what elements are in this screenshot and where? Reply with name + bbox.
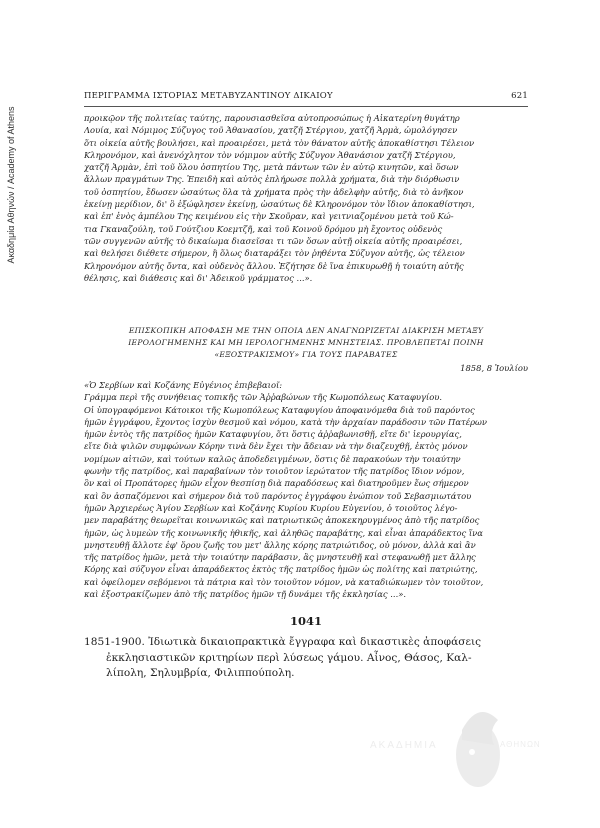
text-line: ἡμῶν ἐγγράφου, ἔχοντος ἰσχὺν θεσμοῦ καὶ νόμου, κατὰ τὴν ἀρχαίαν παράδοσιν τῶν Πατέρων — [84, 416, 487, 427]
page-number: 621 — [511, 91, 528, 101]
academy-watermark — [370, 700, 550, 800]
text-line: εἴτε διὰ ψιλῶν συμφώνων Κόρην τινὰ δὲν ἔχει τὴν ἄδειαν νὰ τὴν διαζευχθῇ, ἐκτὸς μόνον — [84, 441, 468, 452]
text-line: νομίμων αἰτιῶν, καὶ τούτων καλῶς ἀποδεδειγμένων, ὅστις δὲ παρακούων τὴν τοιαύτην — [84, 453, 461, 464]
decision-heading — [84, 325, 528, 362]
heading-line: «ΕΞΟΣΤΡΑΚΙΣΜΟΥ» ΓΙΑ ΤΟΥΣ ΠΑΡΑΒΑΤΕΣ — [214, 350, 398, 360]
running-head-title: ΠΕΡΙΓΡΑΜΜΑ ΙΣΤΟΡΙΑΣ ΜΕΤΑΒΥΖΑΝΤΙΝΟΥ ΔΙΚΑΙΟΥ — [84, 91, 333, 101]
text-line: Λουία, καὶ Νόμιμος Σύζυγος τοῦ Ἀθανασίου, χατζῆ Στέργιου, χατζῆ Ἀρμὰ, ὡμολόγησεν — [84, 125, 458, 136]
document-number: 1041 — [289, 614, 322, 628]
text-line: καὶ ὀφείλομεν σεβόμενοι τὰ πάτρια καὶ τὸν τοιοῦτον νόμον, νὰ καταδιώκωμεν τὸν τοιοῦτον, — [84, 576, 484, 587]
text-line: ὅτι οἰκεία αὐτῆς βουλήσει, καὶ προαιρέσει, μετὰ τὸν θάνατον αὐτῆς ἀποκαθίστησι Τέλειον — [84, 137, 475, 148]
text-line: Κόρης καὶ σύζυγον εἶναι ἀπαράδεκτος ἐκτὸς τῆς πατρίδος ἡμῶν ὡς πολίτης καὶ πατριώτης, — [84, 564, 478, 575]
text-line: καὶ θελήσει διέθετε σήμερον, ἢ ὅλως διαταράξει τὸν ῥηθέντα Σύζυγον αὐτῆς, ὡς τέλειον — [84, 248, 465, 259]
text-line: ἡμῶν, ὡς λυμεὼν τῆς κοινωνικῆς ἠθικῆς, καὶ ἀληθῶς παραβάτης, καὶ εἶναι ἀπαράδεκτος ἵνα — [84, 527, 483, 538]
text-line: τια Γκαναζούλη, τοῦ Γούτζιου Κοεμτζῆ, καὶ τοῦ Κοινοῦ δρόμου μὴ ἔχοντος οὐδενὸς — [84, 223, 443, 234]
heading-line: ΙΕΡΟΛΟΓΗΜΕΝΗΣ ΚΑΙ ΜΗ ΙΕΡΟΛΟΓΗΜΕΝΗΣ ΜΝΗΣΤΕΙΑΣ. ΠΡΟΒΛΕΠΕΤΑΙ ΠΟΙΝΗ — [128, 338, 484, 348]
document-text — [84, 379, 528, 600]
text-line: ὃν καὶ οἱ Προπάτορες ἡμῶν εἶχον θεσπίσῃ διὰ παραδόσεως καὶ διατηροῦμεν ἕως σήμερον — [84, 478, 469, 489]
side-margin-note — [4, 40, 18, 330]
text-line: Οἱ ὑπογραφόμενοι Κάτοικοι τῆς Κωμοπόλεως Καταφυγίου ἀποφαινόμεθα διὰ τοῦ παρόντος — [84, 404, 475, 415]
entry-line: 1851-1900. Ἰδιωτικὰ δικαιοπρακτικὰ ἔγγραφα καὶ δικαστικὲς ἀποφάσεις — [84, 636, 482, 648]
text-line: φωνὴν τῆς πατρίδος, καὶ παραβαίνων τὸν τοιοῦτον ἱερώτατον τῆς πατρίδος ἴδιον νόμον, — [84, 466, 465, 477]
text-line: Κληρονόμον αὐτῆς ὄντα, καὶ οὐδενὸς ἄλλου. Ἐζήτησε δὲ ἵνα ἐπικυρωθῇ ἡ τοιαύτη αὐτῆς — [84, 260, 464, 271]
header-rule — [84, 106, 528, 107]
text-line: τῆς πατρίδος ἡμῶν, μετὰ τὴν τοιαύτην παράβασιν, ἂς μνηστευθῇ καὶ στεφανωθῇ μετ ἄλλης — [84, 552, 476, 563]
document-date: 1858, 8 Ἰουλίου — [460, 363, 528, 373]
text-line: Γράμμα περὶ τῆς συνήθειας τοπικῆς τῶν Ἀῤῥαβώνων τῆς Κωμοπόλεως Καταφυγίου. — [84, 392, 442, 403]
text-line: τῶν συγγενῶν αὐτῆς τὸ δικαίωμα διασεῖσαι τι τῶν ὅσων αὐτῇ οἰκεία αὐτῆς προαιρέσει, — [84, 235, 463, 246]
text-line: προικῷον τῆς πολιτείας ταύτης, παρουσιασθεῖσα αὐτοπροσώπως ἡ Αἰκατερίνη θυγάτηρ — [84, 113, 460, 123]
text-line: μνηστευθῇ ἄλλοτε ἐφ' ὅρου ζωῆς του μετ' ἄλλης κόρης πατριώτιδος, οὐ μόνον, ἀλλὰ καὶ ἂν — [84, 539, 476, 550]
athena-head-icon — [448, 700, 508, 795]
entry-line: λίπολη, Σηλυμβρία, Φιλιππούπολη. — [106, 667, 295, 679]
text-line: Κληρονόμον, καὶ ἀνενόχλητον τὸν νόμιμον αὐτῆς Σύζυγον Ἀθανάσιον χατζῆ Στέργιου, — [84, 149, 456, 160]
text-line: μεν παραβάτης θεωρεῖται κοινωνικῶς καὶ πατριωτικῶς ἀποκεκηρυγμένος ἀπὸ τῆς πατρίδος — [84, 515, 480, 526]
entry-line: ἐκκλησιαστικῶν κριτηρίων περὶ λύσεως γάμου. Αἶνος, Θάσος, Καλ- — [106, 651, 472, 664]
text-line: καὶ ἐπ' ἑνὸς ἀμπέλου Της κειμένου εἰς τὴν Σκοῦραν, καὶ γειτνιαζομένου μετὰ τοῦ Κώ- — [84, 211, 454, 222]
catalog-entry — [84, 635, 528, 682]
text-line: ἄλλων πραγμάτων Της. Ἐπειδὴ καὶ αὐτὸς ἐπλήρωσε πολλὰ χρήματα, διὰ τὴν διόρθωσιν — [84, 174, 460, 185]
text-line: θέλησις, καὶ διάθεσις καὶ δι' Ἀδεικοῦ γράμματος ...». — [84, 272, 313, 283]
text-line: χατζῆ Ἀρμὰν, ἐπὶ τοῦ ὅλου ὀσπητίου Της, μετὰ πάντων τῶν ἐν αὐτῷ κινητῶν, καὶ ὅσων — [84, 162, 459, 173]
heading-line: ΕΠΙΣΚΟΠΙΚΗ ΑΠΟΦΑΣΗ ΜΕ ΤΗΝ ΟΠΟΙΑ ΔΕΝ ΑΝΑΓΝΩΡΙΖΕΤΑΙ ΔΙΑΚΡΙΣΗ ΜΕΤΑΞΥ — [128, 326, 484, 335]
text-line: «Ὁ Σερβίων καὶ Κοζάνης Εὐγένιος ἐπιβεβαιοῖ: — [84, 380, 283, 390]
text-line: ἐκείνῃ μερίδιον, δι' ὃ ἐξώφλησεν ἐκείνῃ, ὡσαύτως δὲ Κληρονόμον τὸν ἴδιον ἀποκαθίστησι, — [84, 199, 475, 210]
side-note-text: Ακαδημία Αθηνών / Academy of Athens — [6, 106, 16, 264]
watermark-text-left: ΑΚΑΔΗΜΙΑ — [370, 740, 438, 751]
text-line: καὶ ὃν ἀσπαζόμενοι καὶ σήμερον διὰ τοῦ παρόντος ἐγγράφου ἐνώπιον τοῦ Σεβασμιωτάτου — [84, 490, 472, 501]
text-line: καὶ ἐξοστρακίζωμεν ἀπὸ τῆς πατρίδος ἡμῶν τῇ δυνάμει τῆς ἐκκλησίας ...». — [84, 589, 407, 600]
watermark-text-right: ΑΘΗΝΩΝ — [500, 740, 541, 749]
running-head — [84, 91, 528, 105]
paragraph-continued — [84, 112, 528, 284]
text-line: ἡμῶν Ἀρχιερέως Ἁγίου Σερβίων καὶ Κοζάνης Κυρίου Κυρίου Εὐγενίου, ὁ τοιοῦτος λέγο- — [84, 502, 458, 513]
text-line: ἡμῶν ἐντὸς τῆς πατρίδος ἡμῶν Καταφυγίου, ὅτι ὅστις ἀῤῥαβωνισθῇ, εἴτε δι' ἱερουργίας, — [84, 429, 462, 440]
text-line: τοῦ ὀσπητίου, ἔδωσεν ὡσαύτως ὅλα τὰ χρήματα πρὸς τὴν ἀδελφὴν αὐτῆς, διὰ τὸ ἀνῆκον — [84, 186, 464, 197]
